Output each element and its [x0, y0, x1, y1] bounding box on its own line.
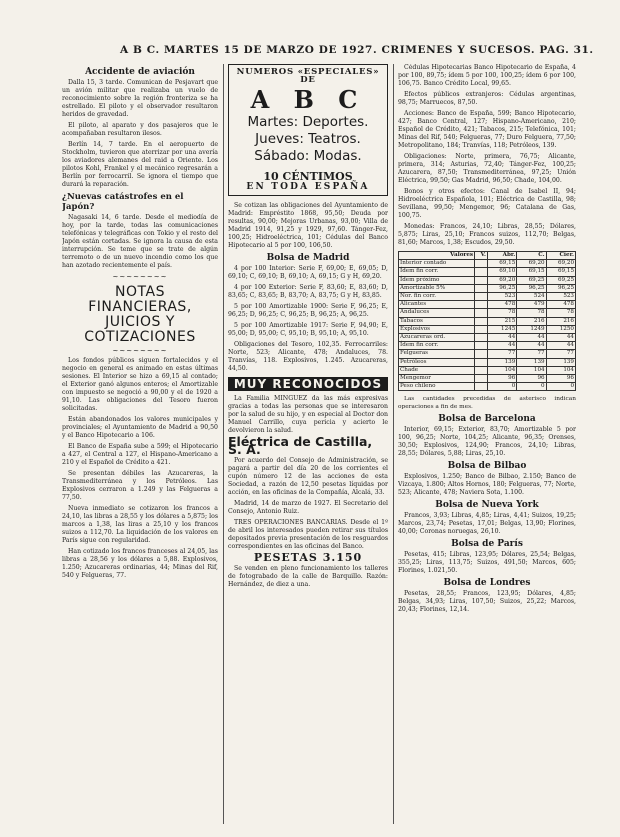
- table-cell: Tabacos: [399, 317, 475, 325]
- table-cell: 77: [487, 350, 516, 358]
- paragraph: Cédulas Hipotecarias Banco Hipotecario de España, 4 por 100, 89,75; ídem 5 por 100, 100,25; ídem 6 por 100, 106,75. Banco Crédito Local, 99,65.: [398, 64, 576, 87]
- table-cell: [475, 375, 488, 383]
- table-cell: Ídem fin corr.: [399, 342, 475, 350]
- table-cell: 69,15: [546, 268, 575, 276]
- table-cell: [475, 383, 488, 391]
- table-cell: 0: [546, 383, 575, 391]
- paragraph: Se cotizan las obligaciones del Ayuntamiento de Madrid: Empréstito 1868, 95,50; Deuda por resultas, 90,00; Mejoras Urbanas, 93,00; Villa de Madrid 1914, 91,25 y 1929, 97,60. Tánger-Fez, 100,25; Hidroeléctrica, 101; Cédulas del Banco Hipotecario al 5 por 100, 106,50.: [228, 202, 388, 249]
- paragraph: Berlín 14, 7 tarde. En el aeropuerto de Stockholm, tuvieron que aterrizar por una avería los aviadores alemanes del raid a Oriente. Los pilotos Kohl, Frankel y el mecánico regresarán a Berlín por ferrocarril. Se ignora el tiempo que durará la reparación.: [62, 141, 218, 188]
- table-cell: 96: [517, 375, 546, 383]
- table-cell: [475, 317, 488, 325]
- table-cell: Ídem próximo: [399, 276, 475, 284]
- table-row: [399, 284, 576, 292]
- table-cell: 69,20: [517, 260, 546, 268]
- table-cell: 139: [517, 358, 546, 366]
- paragraph: 5 por 100 Amortizable 1917: Serie F, 94,90; E, 95,00; D, 95,00; C, 95,10; B, 95,10; A, 95,10.: [228, 322, 388, 337]
- table-cell: 523: [487, 293, 516, 301]
- table-row: [399, 366, 576, 374]
- table-cell: Petróleos: [399, 358, 475, 366]
- table-cell: 69,20: [487, 276, 516, 284]
- table-cell: 216: [517, 317, 546, 325]
- abc-logo: A B C: [250, 85, 366, 114]
- paragraph: Los fondos públicos siguen fortalecidos y el negocio en general es animado en estas últimas sesiones. El Interior se hizo a 69,15 al contado; el Exterior ganó algunos enteros; el Amortizable con impuesto se negoció a 90,00 y el de 1920 a 91,10. Las obligaciones del Tesoro fueron solicitadas.: [62, 357, 218, 412]
- table-cell: 478: [546, 301, 575, 309]
- paragraph: 5 por 100 Amortizable 1900: Serie F, 96,25; E, 96,25; D, 96,25; C, 96,25; B, 96,25; A, 96,25.: [228, 303, 388, 318]
- column-rule: [223, 64, 224, 824]
- table-cell: 215: [487, 317, 516, 325]
- table-row: [399, 342, 576, 350]
- paragraph: 4 por 100 Exterior: Serie F, 83,60; E, 83,60; D, 83,65; C, 83,65; B, 83,70; A, 83,75; G y H, 83,85.: [228, 284, 388, 299]
- table-cell: 69,20: [546, 260, 575, 268]
- table-cell: 524: [517, 293, 546, 301]
- table-cell: 96,25: [546, 284, 575, 292]
- table-cell: 523: [546, 293, 575, 301]
- table-cell: Azucareras ord.: [399, 334, 475, 342]
- quotes-table: [398, 251, 576, 391]
- table-cell: Chade: [399, 366, 475, 374]
- abc-advert: [228, 64, 388, 196]
- abc-price: 10 CÉNTIMOS: [263, 170, 353, 183]
- table-cell: 44: [487, 334, 516, 342]
- table-cell: [475, 268, 488, 276]
- table-cell: 78: [487, 309, 516, 317]
- table-cell: Ídem fin corr.: [399, 268, 475, 276]
- column-3: [398, 64, 576, 834]
- table-header-row: [399, 252, 576, 260]
- table-cell: 96: [546, 375, 575, 383]
- table-cell: 44: [517, 342, 546, 350]
- paragraph: Están abandonados los valores municipales y provinciales; el Ayuntamiento de Madrid a 90,50 y el Banco Hipotecario a 106.: [62, 416, 218, 439]
- abc-line-sabado: Sábado: Modas.: [254, 148, 362, 164]
- table-cell: [475, 325, 488, 333]
- paragraph: Monedas: Francos, 24,10; Libras, 28,55; Dólares, 5,875; Liras, 25,10; Francos suizos, 112,70; Belgas, 81,60; Marcos, 1,38; Escudos, 29,50.: [398, 223, 576, 246]
- paragraph: Explosivos, 1.250; Banco de Bilbao, 2.150; Banco de Vizcaya, 1.800; Altos Hornos, 180; Felgueras, 77; Norte, 523; Alicante, 478; Naviera Sota, 1.100.: [398, 473, 576, 497]
- paragraph: Interior, 69,15; Exterior, 83,70; Amortizable 5 por 100, 96,25; Norte, 104,25; Alicante, 96,35; Orenses, 30,50; Explosivos, 124,90; Francos, 24,10; Libras, 28,55; Dólares, 5,88; Liras, 25,10.: [398, 426, 576, 458]
- abc-numbers-label: NUMEROS «ESPECIALES» DE: [236, 67, 380, 85]
- paragraph: Se venden en pleno funcionamiento los talleres de fotograbado de la calle de Barquillo. Razón: Hernández, de diez a una.: [228, 565, 388, 588]
- paragraph: TRES OPERACIONES BANCARIAS. Desde el 1º de abril los interesados pueden retirar sus títulos depositados previa presentación de los resguardos correspondientes en las oficinas del Banco.: [228, 519, 388, 550]
- ornament-divider: ~~~~~~~~: [112, 347, 168, 355]
- table-cell: 77: [517, 350, 546, 358]
- table-cell: 0: [487, 383, 516, 391]
- banner-muy-reconocidos: MUY RECONOCIDOS: [228, 377, 388, 391]
- headline-bolsa-barcelona: Bolsa de Barcelona: [438, 414, 536, 425]
- table-cell: 1249: [517, 325, 546, 333]
- column-2: [228, 64, 388, 834]
- table-header-cell: C.: [517, 252, 546, 260]
- column-rule: [393, 64, 394, 824]
- table-cell: 139: [546, 358, 575, 366]
- paragraph: Por acuerdo del Consejo de Administración, se pagará a partir del día 20 de los corrientes el cupón número 12 de las acciones de esta Sociedad, a razón de 12,50 pesetas líquidas por acción, en las oficinas de la Compañía, Alcalá, 33.: [228, 457, 388, 496]
- table-cell: 69,10: [487, 268, 516, 276]
- table-cell: 77: [546, 350, 575, 358]
- paragraph: Han cotizado los francos franceses al 24,05, las libras a 28,56 y los dólares a 5,88. Explosivos, 1.250; Azucareras ordinarias, 44; Minas del Rif, 540 y Felgueras, 77.: [62, 548, 218, 579]
- table-row: [399, 276, 576, 284]
- table-header-cell: V.: [475, 252, 488, 260]
- table-cell: [475, 301, 488, 309]
- table-row: [399, 317, 576, 325]
- paragraph: Pesetas, 415; Libras, 123,95; Dólares, 25,54; Belgas, 355,25; Liras, 113,75; Suizos, 491,50; Marcos, 605; Florines, 1.021,50.: [398, 551, 576, 575]
- table-row: [399, 260, 576, 268]
- table-cell: 69,25: [546, 276, 575, 284]
- headline-bolsa-londres: Bolsa de Londres: [443, 578, 531, 589]
- table-cell: 139: [487, 358, 516, 366]
- paragraph: Las cantidades precedidas de asterisco indican operaciones a fin de mes.: [398, 396, 576, 411]
- table-cell: [475, 309, 488, 317]
- paragraph: Obligaciones: Norte, primera, 76,75; Alicante, primera, 314; Asturias, 72,40; Tánger-Fez, 100,25; Azucarera, 87,50; Transmediterránea, 97,25; Unión Eléctrica, 99,50; Gas Madrid, 96,50; Chade, 104,00.: [398, 153, 576, 184]
- table-cell: [475, 284, 488, 292]
- table-row: [399, 375, 576, 383]
- paragraph: Dalla 15, 3 tarde. Comunican de Pesjavart que un avión militar que realizaba un vuelo de reconocimiento sobre la región fronteriza se ha estrellado. El piloto y el observador resultaron heridos de gravedad.: [62, 79, 218, 118]
- table-cell: 44: [487, 342, 516, 350]
- table-cell: [475, 334, 488, 342]
- table-cell: Mengemor: [399, 375, 475, 383]
- headline-electrica-castilla: Eléctrica de Castilla, S. A.: [228, 434, 373, 457]
- table-cell: [475, 276, 488, 284]
- paragraph: Francos, 3,93; Libras, 4,85; Liras, 4,41; Suizos, 19,25; Marcos, 23,74; Pesetas, 17,01; Belgas, 13,90; Florines, 40,00; Coronas noruegas, 26,10.: [398, 512, 576, 536]
- headline-notas: NOTAS FINANCIERAS, JUICIOS Y COTIZACIONES: [84, 284, 196, 345]
- table-cell: Interior contado: [399, 260, 475, 268]
- table-cell: [475, 358, 488, 366]
- table-cell: Andaluces: [399, 309, 475, 317]
- table-cell: 44: [546, 334, 575, 342]
- paragraph: Nueva inmediato se cotizaron los francos a 24,10, las libras a 28,55 y los dólares a 5,875; los marcos a 1,38, las liras a 25,10 y los francos suizos a 112,70. La liquidación de los valores en París sigue con regularidad.: [62, 505, 218, 544]
- table-cell: 69,15: [517, 268, 546, 276]
- abc-price-region: EN TODA ESPAÑA: [246, 182, 370, 192]
- table-cell: 1250: [546, 325, 575, 333]
- table-cell: 216: [546, 317, 575, 325]
- table-cell: 69,25: [517, 276, 546, 284]
- table-cell: 78: [517, 309, 546, 317]
- table-cell: [475, 366, 488, 374]
- table-cell: 96: [487, 375, 516, 383]
- table-header-cell: Abr.: [487, 252, 516, 260]
- table-cell: Nor. fin corr.: [399, 293, 475, 301]
- paragraph: Pesetas, 28,55; Francos, 123,95; Dólares, 4,85; Belgas, 34,93; Liras, 107,50; Suizos, 25,22; Marcos, 20,43; Florines, 12,14.: [398, 590, 576, 614]
- table-row: [399, 309, 576, 317]
- headline-bolsa-madrid: Bolsa de Madrid: [266, 253, 350, 263]
- table-cell: 96,25: [517, 284, 546, 292]
- table-cell: [475, 260, 488, 268]
- table-cell: 96,25: [487, 284, 516, 292]
- paragraph: La Familia MINGUEZ da las más expresivas gracias a todas las personas que se interesaron por la salud de su hijo, y en especial al Doctor don Manuel Carrillo, cuya pericia y acierto le devolvieron la salud.: [228, 395, 388, 434]
- table-row: [399, 293, 576, 301]
- headline-pesetas: PESETAS 3.150: [253, 551, 363, 564]
- table-cell: 104: [487, 366, 516, 374]
- table-header-cell: Valores: [399, 252, 475, 260]
- table-body: [399, 260, 576, 391]
- table-row: [399, 383, 576, 391]
- table-header-cell: Cier.: [546, 252, 575, 260]
- table-cell: 479: [517, 301, 546, 309]
- paragraph: Efectos públicos extranjeros: Cédulas argentinas, 98,75; Marruecos, 87,50.: [398, 91, 576, 106]
- table-row: [399, 301, 576, 309]
- running-head: A B C. MARTES 15 DE MARZO DE 1927. CRIMENES Y SUCESOS. PAG. 31.: [120, 44, 594, 56]
- table-cell: 104: [546, 366, 575, 374]
- table-row: [399, 334, 576, 342]
- headline-bolsa-bilbao: Bolsa de Bilbao: [447, 461, 527, 472]
- abc-line-jueves: Jueves: Teatros.: [255, 131, 361, 147]
- paragraph: Madrid, 14 de marzo de 1927. El Secretario del Consejo, Antonio Ruiz.: [228, 500, 388, 515]
- table-cell: 44: [517, 334, 546, 342]
- paragraph: El Banco de España sube a 599; el Hipotecario a 427, el Central a 127, el Hispano-Americano a 210 y el Español de Crédito a 421.: [62, 443, 218, 466]
- paragraph: Se presentan débiles las Azucareras, la Transmediterránea y los Petróleos. Las Explosivos cerraron a 1.249 y las Felgueras a 77,50.: [62, 470, 218, 501]
- table-cell: Explosivos: [399, 325, 475, 333]
- paragraph: Obligaciones del Tesoro, 102,35. Ferrocarriles: Norte, 523; Alicante, 478; Andaluces, 78. Tranvías, 118. Explosivos, 1.245. Azucareras, 44,50.: [228, 341, 388, 372]
- headline-accidente: Accidente de aviación: [85, 67, 195, 77]
- headline-japon: ¿Nuevas catástrofes en el Japón?: [62, 192, 184, 212]
- table-cell: Felgueras: [399, 350, 475, 358]
- table-row: [399, 350, 576, 358]
- paragraph: Nagasaki 14, 6 tarde. Desde el mediodía de hoy, por la tarde, todas las comunicaciones telefónicas y telegráficas con Tokio y el resto del Japón están cortadas. Se ignora la causa de esta interrupción. Se teme que se trate de algún terremoto o de un nuevo incendio como los que han azotado recientemente el país.: [62, 214, 218, 269]
- table-cell: [475, 293, 488, 301]
- table-cell: 478: [487, 301, 516, 309]
- table-row: [399, 325, 576, 333]
- paragraph: El piloto, al aparato y dos pasajeros que le acompañaban resultaron ilesos.: [62, 122, 218, 137]
- paragraph: Bonos y otros efectos: Canal de Isabel II, 94; Hidroeléctrica Española, 101; Eléctrica de Castilla, 98; Sevillana, 99,50; Mengemor, 96; Catalana de Gas, 100,75.: [398, 188, 576, 219]
- table-cell: Amortizable 5%: [399, 284, 475, 292]
- table-row: [399, 268, 576, 276]
- table-cell: Peso chileno: [399, 383, 475, 391]
- abc-line-martes: Martes: Deportes.: [247, 114, 369, 130]
- table-cell: [475, 342, 488, 350]
- table-cell: 0: [517, 383, 546, 391]
- table-cell: 104: [517, 366, 546, 374]
- ornament-divider: ~~~~~~~~: [112, 273, 168, 281]
- paragraph: Acciones: Banco de España, 599; Banco Hipotecario, 427; Banco Central, 127; Hispano-Americano, 210; Español de Crédito, 421; Tabacos, 215; Telefónica, 101; Minas del Rif, 540; Felgueras, 77; Duro Felguera, 77,50; Metropolitano, 184; Tranvías, 118; Petróleos, 139.: [398, 110, 576, 149]
- column-1: [62, 64, 218, 834]
- headline-bolsa-nueva-york: Bolsa de Nueva York: [435, 500, 539, 511]
- table-cell: 1245: [487, 325, 516, 333]
- paragraph: 4 por 100 Interior: Serie F, 69,00; E, 69,05; D, 69,10; C, 69,10; B, 69,10; A, 69,15; G y H, 69,20.: [228, 265, 388, 280]
- table-cell: 78: [546, 309, 575, 317]
- table-cell: 44: [546, 342, 575, 350]
- table-cell: 69,15: [487, 260, 516, 268]
- table-cell: [475, 350, 488, 358]
- table-row: [399, 358, 576, 366]
- table-cell: Alicantes: [399, 301, 475, 309]
- headline-bolsa-paris: Bolsa de París: [451, 539, 523, 550]
